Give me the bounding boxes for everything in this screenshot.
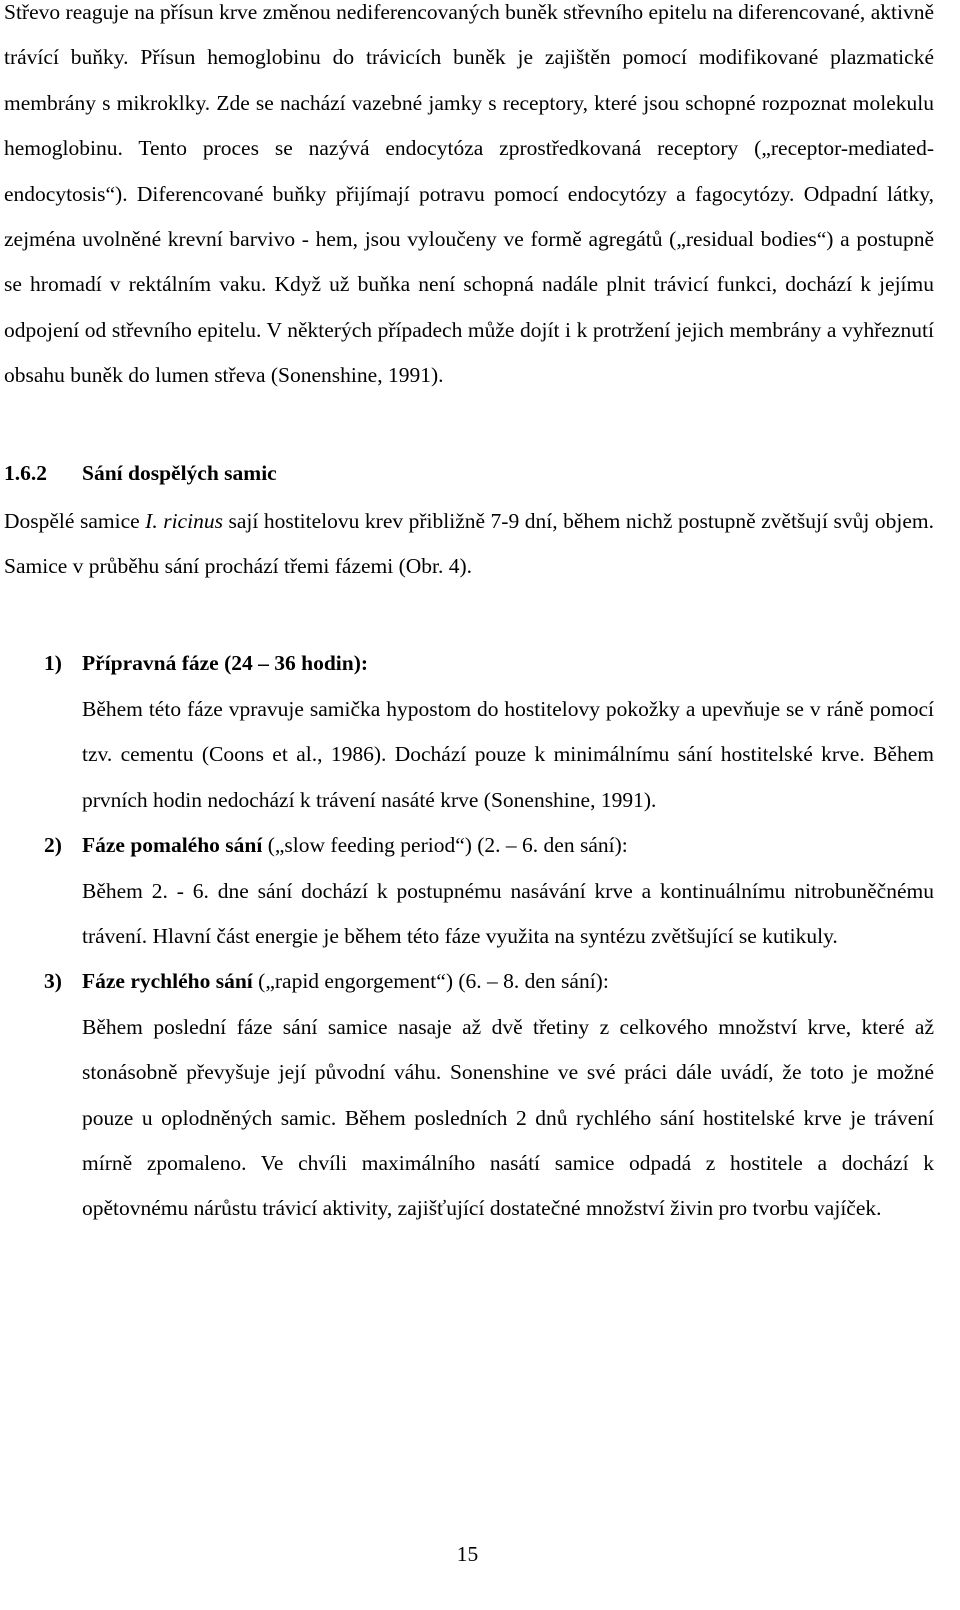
paragraph-feeding-intro	[4, 499, 934, 590]
document-page	[4, 0, 934, 1232]
phase-heading	[4, 823, 934, 868]
section-title: Sání dospělých samic	[82, 460, 277, 485]
phase-title-suffix: („rapid engorgement“) (6. – 8. den sání):	[252, 969, 609, 994]
phase-description: Během poslední fáze sání samice nasaje až dvě třetiny z celkového množství krve, které až stonásobně převyšuje její původní váhu. Sonenshine ve své práci dále uvádí, že toto je možné pouze u oplodněných samic. Během posledních 2 dnů rychlého sání hostitelské krve je trávení mírně zpomaleno. Ve chvíli maximálního nasátí samice odpadá z hostitele a dochází k opětovnému nárůstu trávicí aktivity, zajišťující dostatečné množství živin pro tvorbu vajíček.	[82, 1014, 934, 1221]
species-name: I. ricinus	[145, 508, 223, 533]
section-heading	[4, 453, 934, 493]
section-number: 1.6.2	[4, 460, 47, 485]
phase-title: Přípravná fáze (24 – 36 hodin):	[82, 651, 369, 676]
phase-list	[4, 641, 934, 1231]
list-marker: 2)	[44, 833, 62, 858]
phase-heading	[4, 641, 934, 686]
list-item	[4, 959, 934, 1231]
page-number: 15	[456, 1542, 479, 1566]
phase-title: Fáze pomalého sání	[82, 833, 263, 858]
phase-title: Fáze rychlého sání	[82, 969, 253, 994]
list-item	[4, 823, 934, 959]
paragraph-midgut: Střevo reaguje na přísun krve změnou nediferencovaných buněk střevního epitelu na diferencované, aktivně trávící buňky. Přísun hemoglobinu do trávicích buněk je zajištěn pomocí modifikované plazmatické membrány s mikroklky. Zde se nachází vazebné jamky s receptory, které jsou schopné rozpoznat molekulu hemoglobinu. Tento proces se nazývá endocytóza zprostředkovaná receptory („receptor-mediated-endocytosis“). Diferencované buňky přijímají potravu pomocí endocytózy a fagocytózy. Odpadní látky, zejména uvolněné krevní barvivo - hem, jsou vyloučeny ve formě agregátů („residual bodies“) a postupně se hromadí v rektálním vaku. Když už buňka není schopná nadále plnit trávicí funkci, dochází k jejímu odpojení od střevního epitelu. V některých případech může dojít i k protržení jejich membrány a vyhřeznutí obsahu buněk do lumen střeva (Sonenshine, 1991).	[4, 0, 934, 388]
phase-title-suffix: („slow feeding period“) (2. – 6. den sání):	[262, 833, 628, 858]
list-marker: 3)	[44, 969, 62, 994]
paragraph-intro-end: sají hostitelovu krev přibližně 7-9 dní, během nichž postupně zvětšují svůj objem. Samice v průběhu sání prochází třemi fázemi (Obr. 4).	[4, 508, 934, 579]
paragraph-intro-start: Dospělé samice	[4, 508, 146, 533]
phase-heading	[4, 959, 934, 1004]
phase-description: Během 2. - 6. dne sání dochází k postupnému nasávání krve a kontinuálnímu nitrobuněčnému trávení. Hlavní část energie je během této fáze využita na syntézu zvětšující se kutikuly.	[82, 878, 934, 948]
list-marker: 1)	[44, 651, 62, 676]
list-item	[4, 641, 934, 823]
phase-description: Během této fáze vpravuje samička hypostom do hostitelovy pokožky a upevňuje se v ráně pomocí tzv. cementu (Coons et al., 1986). Dochází pouze k minimálnímu sání hostitelské krve. Během prvních hodin nedochází k trávení nasáté krve (Sonenshine, 1991).	[82, 696, 934, 812]
